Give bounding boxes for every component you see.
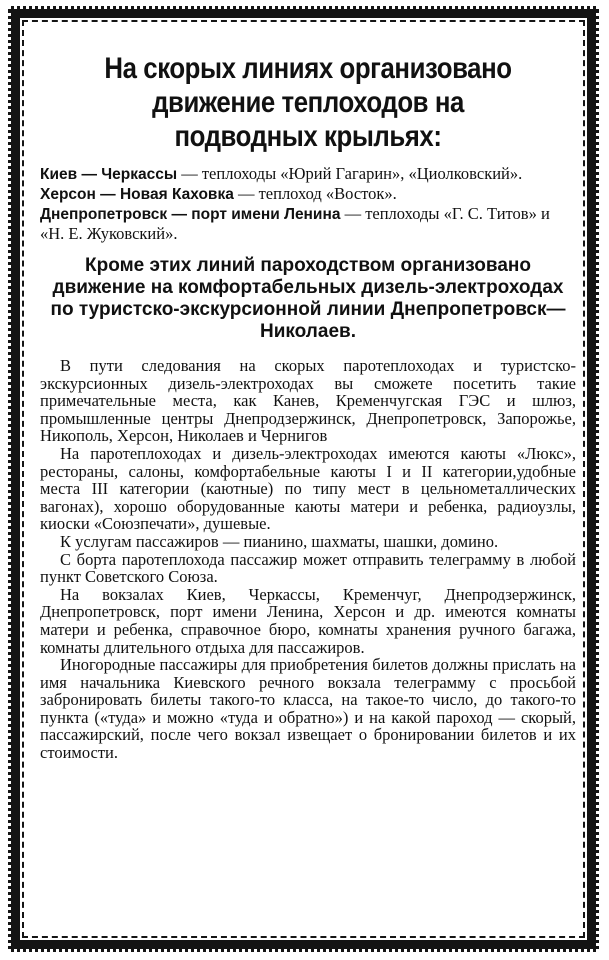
paragraph: К услугам пассажиров — пианино, шахматы, шашки, домино. [60, 531, 499, 551]
paragraph: Иногородные пассажиры для приобретения билетов должны прислать на имя начальника Киевского речного вокзала телеграмму с просьбой забронировать билеты такого-то класса, на такое-то число, до такого-то пункта («туда» и можно «туда и обратно») и на какой пароход — скорый, пассажирский, после чего вокзал извещает о бронировании билетов и их стоимости. [40, 655, 576, 763]
paragraph: С борта паротеплохода пассажир может отправить телеграмму в любой пункт Советского Союза. [40, 549, 576, 587]
subheading: Кроме этих линий пароходством организовано движение на комфортабельных дизель-электроходах по туристско-экскурсионной линии Днепропетровск—Николаев. [50, 255, 566, 342]
route-description: — теплоход «Восток». [233, 184, 397, 203]
route-item [40, 184, 576, 204]
route-description: — теплоходы «Г. С. Титов» и «Н. Е. Жуковский». [40, 204, 550, 243]
route-cities: Днепропетровск — порт имени Ленина [40, 206, 341, 223]
route-cities: Херсон — Новая Каховка [40, 186, 234, 203]
paragraph: В пути следования на скорых паротеплоходах и туристско-экскурсионных дизель-электроходах вы сможете посетить такие примечательные места, как Канев, Кременчугская ГЭС и шлюз, промышленные центры Днепродзержинск, Днепропетровск, Запорожье, Никополь, Херсон, Николаев и Чернигов [40, 356, 576, 446]
article [40, 44, 576, 762]
route-item [40, 164, 576, 184]
routes-list [40, 164, 576, 243]
headline: На скорых линиях организовано движение теплоходов на подводных крыльях: [104, 52, 512, 153]
route-description: — теплоходы «Юрий Гагарин», «Циолковский». [177, 164, 523, 183]
route-cities: Киев — Черкассы [40, 166, 178, 183]
paragraph: На паротеплоходах и дизель-электроходах имеются каюты «Люкс», рестораны, салоны, комфортабельные каюты I и II категории,удобные места III категории (каютные) по типу мест в цельнометаллических вагонах), хорошо оборудованные каюты матери и ребенка, радиоузлы, киоски «Союзпечати», душевые. [40, 443, 576, 534]
paragraph: На вокзалах Киев, Черкассы, Кременчуг, Днепродзержинск, Днепропетровск, порт имени Ленина, Херсон и др. имеются комнаты матери и ребенка, справочное бюро, комнаты хранения ручного багажа, комнаты длительного отдыха для пассажиров. [40, 584, 576, 657]
body-text [40, 357, 576, 762]
route-item [40, 204, 576, 243]
